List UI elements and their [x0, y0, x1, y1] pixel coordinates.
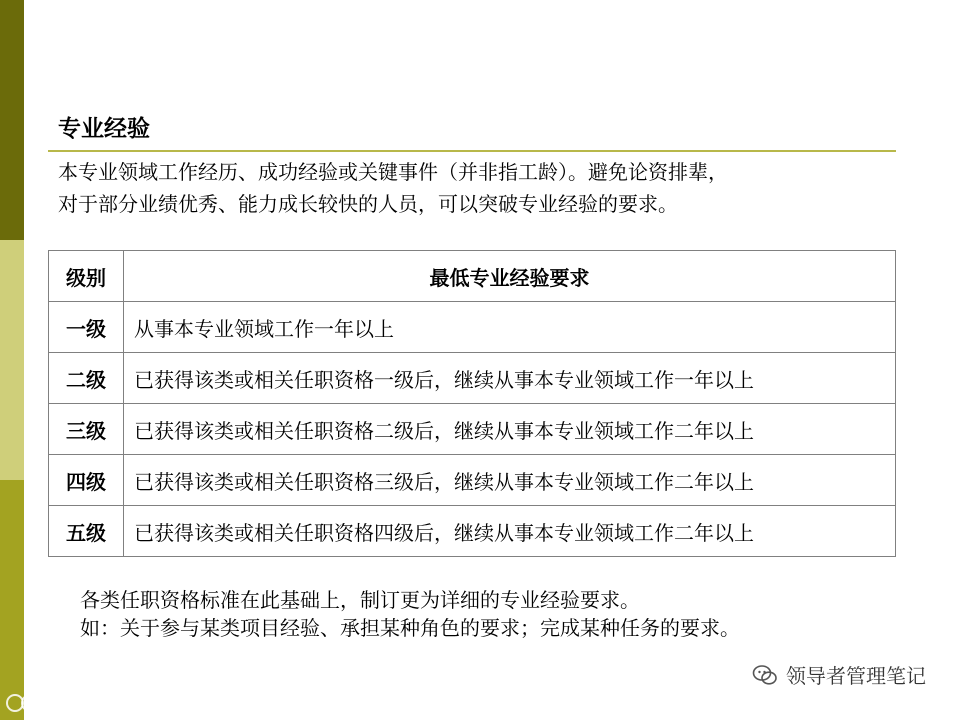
level-cell: 一级: [49, 302, 124, 353]
table-header-row: [49, 251, 896, 302]
wechat-attribution: [752, 660, 926, 689]
note-line-2: 如：关于参与某类项目经验、承担某种角色的要求；完成某种任务的要求。: [80, 616, 740, 640]
note-line-1: 各类任职资格标准在此基础上，制订更为详细的专业经验要求。: [80, 588, 640, 612]
watermark-logo-icon: [4, 692, 46, 714]
table-row: [49, 353, 896, 404]
notes: [80, 586, 740, 642]
title-divider: [48, 150, 896, 152]
requirement-cell: 已获得该类或相关任职资格三级后，继续从事本专业领域工作二年以上: [124, 455, 896, 506]
experience-requirements-table: [48, 250, 896, 557]
intro-line-2: 对于部分业绩优秀、能力成长较快的人员，可以突破专业经验的要求。: [58, 192, 678, 216]
table-row: [49, 506, 896, 557]
intro-text: [58, 156, 898, 220]
level-cell: 四级: [49, 455, 124, 506]
left-accent-bar-top: [0, 0, 24, 240]
section-title: 专业经验: [58, 116, 150, 142]
intro-line-1: 本专业领域工作经历、成功经验或关键事件（并非指工龄）。避免论资排辈，: [58, 160, 728, 184]
watermark-text: 大数跨境: [50, 694, 122, 715]
wechat-icon: [752, 663, 778, 687]
requirement-cell: 已获得该类或相关任职资格二级后，继续从事本专业领域工作二年以上: [124, 404, 896, 455]
watermark: [4, 690, 122, 716]
table-row: [49, 455, 896, 506]
table-row: [49, 404, 896, 455]
level-cell: 三级: [49, 404, 124, 455]
left-accent-bar-bottom: [0, 480, 24, 720]
level-cell: 二级: [49, 353, 124, 404]
header-level: 级别: [49, 251, 124, 302]
left-accent-bar-middle: [0, 240, 24, 480]
table-row: [49, 302, 896, 353]
requirement-cell: 已获得该类或相关任职资格一级后，继续从事本专业领域工作一年以上: [124, 353, 896, 404]
header-requirement: 最低专业经验要求: [124, 251, 896, 302]
requirement-cell: 已获得该类或相关任职资格四级后，继续从事本专业领域工作二年以上: [124, 506, 896, 557]
level-cell: 五级: [49, 506, 124, 557]
wechat-account-name: 领导者管理笔记: [786, 664, 926, 688]
requirement-cell: 从事本专业领域工作一年以上: [124, 302, 896, 353]
